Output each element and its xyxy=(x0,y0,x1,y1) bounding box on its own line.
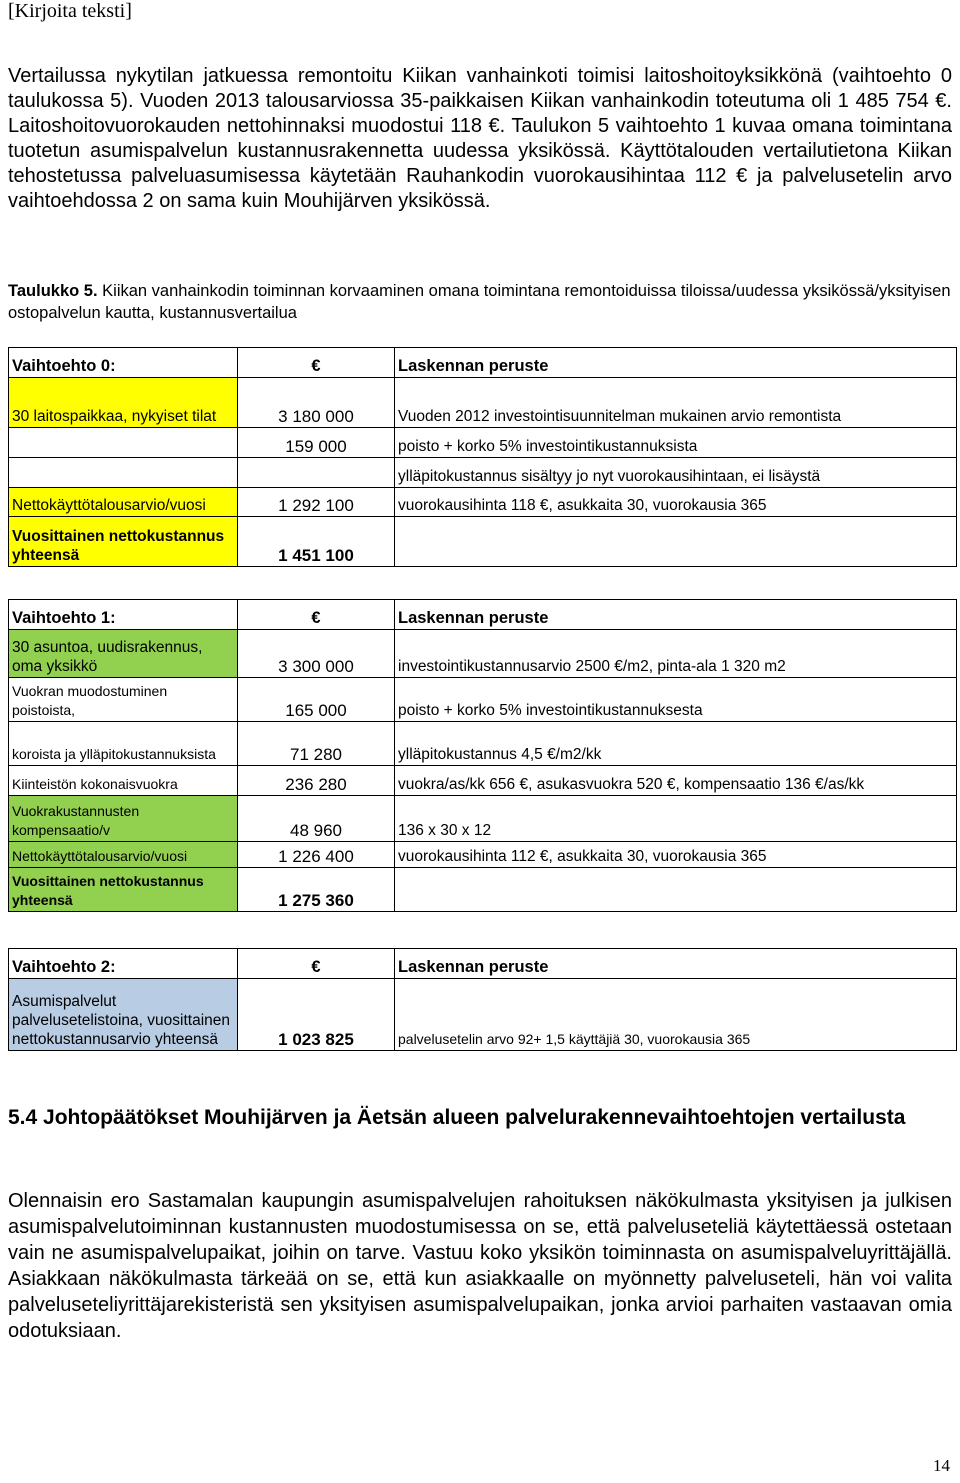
row-basis: vuorokausihinta 118 €, asukkaita 30, vuorokausia 365 xyxy=(395,488,957,517)
row-basis: vuokra/as/kk 656 €, asukasvuokra 520 €, kompensaatio 136 €/as/kk xyxy=(395,766,957,796)
row-basis xyxy=(395,517,957,567)
row-label: Nettokäyttötalousarvio/vuosi xyxy=(9,488,238,517)
row-amount: 1 451 100 xyxy=(238,517,395,567)
table1-basis-header: Laskennan peruste xyxy=(395,600,957,630)
table1-currency: € xyxy=(238,600,395,630)
table-row xyxy=(9,458,957,488)
row-basis: ylläpitokustannus 4,5 €/m2/kk xyxy=(395,722,957,766)
row-amount: 165 000 xyxy=(238,678,395,722)
row-amount: 236 280 xyxy=(238,766,395,796)
table-row xyxy=(9,868,957,912)
row-basis: 136 x 30 x 12 xyxy=(395,796,957,842)
table2-currency: € xyxy=(238,949,395,979)
caption-label: Taulukko 5. xyxy=(8,282,98,300)
row-basis: ylläpitokustannus sisältyy jo nyt vuorokausihintaan, ei lisäystä xyxy=(395,458,957,488)
row-basis: investointikustannusarvio 2500 €/m2, pinta-ala 1 320 m2 xyxy=(395,630,957,678)
table-row xyxy=(9,630,957,678)
table-row xyxy=(9,678,957,722)
table1-title: Vaihtoehto 1: xyxy=(9,600,238,630)
row-label: Vuokrakustannusten kompensaatio/v xyxy=(9,796,238,842)
row-basis: poisto + korko 5% investointikustannuksista xyxy=(395,428,957,458)
row-amount: 159 000 xyxy=(238,428,395,458)
section-body: Olennaisin ero Sastamalan kaupungin asumispalvelujen rahoituksen näkökulmasta yksityisen ja julkisen asumispalvelutoiminnan kustannusten muodostumisessa on se, että palveluseteliä käytettäessä ostetaan vain ne asumispalvelupaikat, joihin on tarve. Vastuu koko yksikön toiminnasta on asumispalveluyrittäjällä. Asiakkaan näkökulmasta tärkeää on se, että kun asiakkaalle on myönnetty palveluseteli, hän voi valita palveluseteliyrittäjarekisteristä sen yksityisen asumispalvelupaikan, jonka arvioi parhaiten vastaavan omia odotuksiaan. xyxy=(8,1190,952,1342)
intro-paragraph: Vertailussa nykytilan jatkuessa remontoitu Kiikan vanhainkoti toimisi laitoshoitoyksikkönä (vaihtoehto 0 taulukossa 5). Vuoden 2013 talousarviossa 35-paikkaisen Kiikan vanhainkodin toteutuma oli 1 485 754 €. Laitoshoitovuorokauden nettohinnaksi muodostui 118 €. Taulukon 5 vaihtoehto 1 kuvaa omana toimintana tuotetun asumispalvelun kustannusrakennetta uudessa yksikössä. Käyttötalouden vertailutietona Kiikan tehostetussa palveluasumisessa käytetään Rauhankodin vuorokausihintaa 112 € ja palvelusetelin arvo vaihtoehdossa 2 on sama kuin Mouhijärven yksikössä. xyxy=(8,65,952,212)
row-label: Nettokäyttötalousarvio/vuosi xyxy=(9,842,238,868)
table2-title: Vaihtoehto 2: xyxy=(9,949,238,979)
row-amount xyxy=(238,458,395,488)
table0-title: Vaihtoehto 0: xyxy=(9,348,238,378)
row-basis: vuorokausihinta 112 €, asukkaita 30, vuorokausia 365 xyxy=(395,842,957,868)
table-row xyxy=(9,722,957,766)
row-label: Vuokran muodostuminen poistoista, xyxy=(9,678,238,722)
table-option-1 xyxy=(8,599,957,912)
page-number: 14 xyxy=(933,1456,950,1475)
row-amount: 1 023 825 xyxy=(238,979,395,1051)
page-header: [Kirjoita teksti] xyxy=(8,0,132,22)
table-row xyxy=(9,796,957,842)
table-caption xyxy=(8,280,952,324)
row-label: Kiinteistön kokonaisvuokra xyxy=(9,766,238,796)
table-row xyxy=(9,488,957,517)
table2-basis-header: Laskennan peruste xyxy=(395,949,957,979)
table-option-2 xyxy=(8,948,957,1051)
section-heading: 5.4 Johtopäätökset Mouhijärven ja Äetsän alueen palvelurakennevaihtoehtojen vertailusta xyxy=(8,1106,906,1129)
row-amount: 3 180 000 xyxy=(238,378,395,428)
row-amount: 1 275 360 xyxy=(238,868,395,912)
row-basis: Vuoden 2012 investointisuunnitelman mukainen arvio remontista xyxy=(395,378,957,428)
row-basis: palvelusetelin arvo 92+ 1,5 käyttäjiä 30, vuorokausia 365 xyxy=(395,979,957,1051)
row-amount: 1 226 400 xyxy=(238,842,395,868)
row-label: Asumispalvelut palvelusetelistoina, vuosittainen nettokustannusarvio yhteensä xyxy=(9,979,238,1051)
row-label: 30 laitospaikkaa, nykyiset tilat xyxy=(9,378,238,428)
row-amount: 48 960 xyxy=(238,796,395,842)
row-label xyxy=(9,458,238,488)
row-label xyxy=(9,428,238,458)
row-label: koroista ja ylläpitokustannuksista xyxy=(9,722,238,766)
row-amount: 71 280 xyxy=(238,722,395,766)
caption-text: Kiikan vanhainkodin toiminnan korvaaminen omana toimintana remontoiduissa tiloissa/uudessa yksikössä/yksityisen ostopalvelun kautta, kustannusvertailua xyxy=(8,282,951,322)
row-label: Vuosittainen nettokustannus yhteensä xyxy=(9,517,238,567)
row-basis: poisto + korko 5% investointikustannuksesta xyxy=(395,678,957,722)
row-basis xyxy=(395,868,957,912)
table-row xyxy=(9,979,957,1051)
table-row xyxy=(9,378,957,428)
row-amount: 1 292 100 xyxy=(238,488,395,517)
row-amount: 3 300 000 xyxy=(238,630,395,678)
table0-basis-header: Laskennan peruste xyxy=(395,348,957,378)
table-row xyxy=(9,842,957,868)
table-row xyxy=(9,428,957,458)
table-option-0 xyxy=(8,347,957,567)
table-row xyxy=(9,517,957,567)
table0-currency: € xyxy=(238,348,395,378)
table-row xyxy=(9,766,957,796)
row-label: 30 asuntoa, uudisrakennus, oma yksikkö xyxy=(9,630,238,678)
row-label: Vuosittainen nettokustannus yhteensä xyxy=(9,868,238,912)
